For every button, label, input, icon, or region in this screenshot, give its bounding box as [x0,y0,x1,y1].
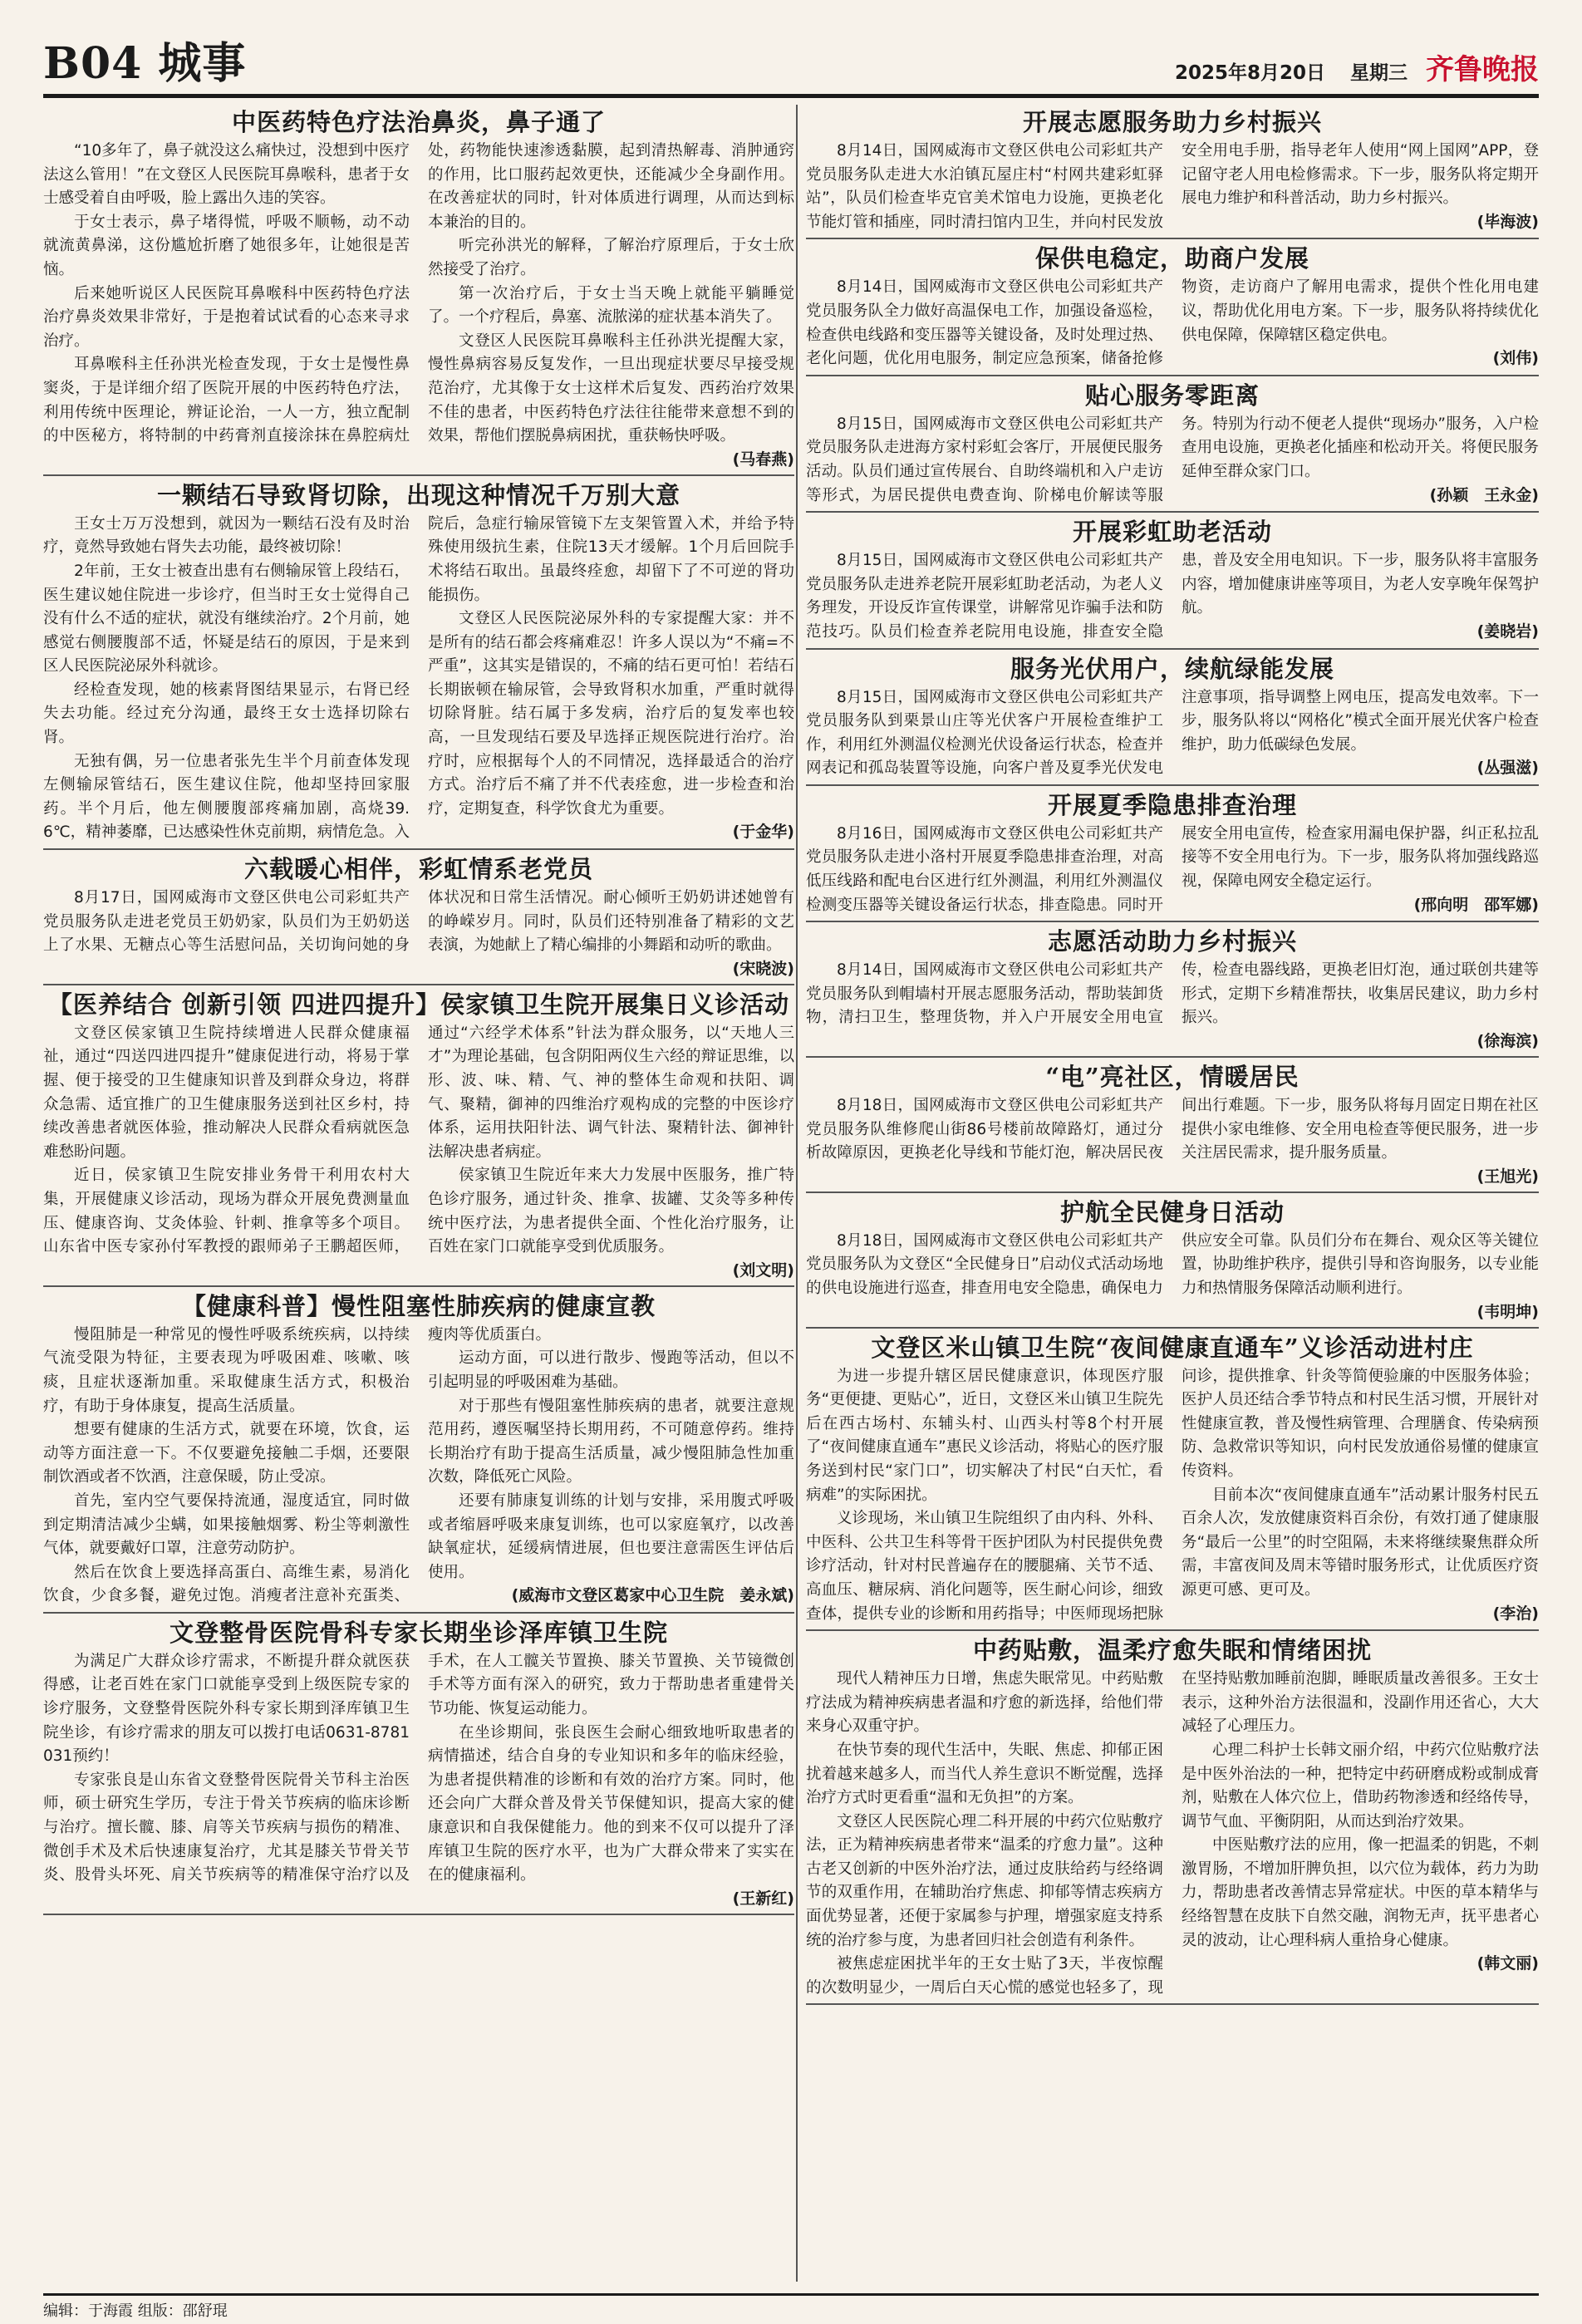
article-title: 开展彩虹助老活动 [1072,518,1272,547]
article-paragraph: 8月15日，国网威海市文登区供电公司彩虹共产党员服务队走进海方家村彩虹会客厅，开展便民服务活动。队员们通过宣传展台、自助终端机和入户走访等形式，为居民提供电费查询、阶梯电价解读等服务。特别为行动不便老人提供“现场办”服务，入户检查用电设施，更换老化插座和松动开关。将便民服务延伸至群众家门口。 [806,415,1539,504]
article-paragraph: 耳鼻喉科主任孙洪光检查发现，于女士是慢性鼻窦炎，于是详细介绍了医院开展的中医药特色疗法，利用传统中医理论，辨证论治，一人一方，独立配制的中医秘方，将特制的中药膏剂直接涂抹在鼻腔病灶处，药物能快速渗透黏膜，起到清热解毒、消肿通窍的作用，比口服药起效更快，还能减少全身副作用。在改善症状的同时，针对体质进行调理，从而达到标本兼治的目的。 [43,142,794,445]
article-paragraph: 慢阻肺是一种常见的慢性呼吸系统疾病，以持续气流受限为特征，主要表现为呼吸困难、咳嗽、咳痰，且症状逐渐加重。采取健康生活方式，积极治疗，有助于身体康复，提高生活质量。 [43,1325,410,1415]
article-body [43,1022,794,1282]
article-paragraph: 8月18日，国网威海市文登区供电公司彩虹共产党员服务队维修爬山街86号楼前故障路灯，通过分析故障原因，更换老化导线和节能灯泡，解决居民夜间出行难题。下一步，服务队将每月固定日期在社区提供小家电维修、安全用电检查等便民服务，进一步关注居民需求，提升服务质量。 [806,1097,1539,1162]
article [806,788,1539,922]
article-paragraph: 为满足广大群众诊疗需求，不断提升群众就医获得感，让老百姓在家门口就能享受到上级医院专家的诊疗服务，文登整骨医院外科专家长期到泽库镇卫生院坐诊，有诊疗需求的朋友可以拨打电话0631-8781031预约！ [43,1652,410,1766]
article-paragraph: 目前本次“夜间健康直通车”活动累计服务村民五百余人次，发放健康资料百余份，有效打通了健康服务“最后一公里”的时空阻隔，未来将继续聚焦群众所需，丰富夜间及周末等错时服务形式，让优质医疗资源更可感、更可及。 [1182,1486,1539,1599]
article-byline: (王新红) [732,1889,794,1908]
article-byline: (宋晓波) [732,959,794,978]
article-paragraph: 在快节奏的现代生活中，失眠、焦虑、抑郁正困扰着越来越多人，而当代人养生意识不断觉醒，选择治疗方式时更看重“温和无负担”的方案。 [806,1741,1163,1807]
article-paragraph: 文登区人民医院心理二科开展的中药穴位贴敷疗法，正为精神疾病患者带来“温柔的疗愈力量”。这种古老又创新的中医外治疗法，通过皮肤给药与经络调节的双重作用，在辅助治疗焦虑、抑郁等情志疾病方面优势显著，还便于家属参与护理，增强家庭支持系统的治疗参与度，为患者回归社会创造有利条件。 [806,1812,1163,1949]
article [806,378,1539,513]
article-byline: (毕海波) [1476,212,1539,231]
article [806,651,1539,786]
article-body [43,887,794,980]
article-body [806,1668,1539,2000]
article-paragraph: 后来她听说区人民医院耳鼻喉科中医药特色疗法治疗鼻炎效果非常好，于是抱着试试看的心态来寻求治疗。 [43,284,410,350]
article-title: 【医养结合 创新引领 四进四提升】侯家镇卫生院开展集日义诊活动 [47,990,790,1019]
article-paragraph: 文登区人民医院耳鼻喉科主任孙洪光提醒大家，慢性鼻病容易反复发作，一旦出现症状要尽早接受规范治疗，尤其像于女士这样术后复发、西药治疗效果不佳的患者，中医药特色疗法往往能带来意想不到的效果，帮他们摆脱鼻病困扰，重获畅快呼吸。 [428,332,794,445]
article-title: 护航全民健身日活动 [1059,1197,1285,1226]
article-title: “电”亮社区，情暖居民 [1045,1063,1300,1092]
article-paragraph: 8月17日，国网威海市文登区供电公司彩虹共产党员服务队走进老党员王奶奶家，队员们为王奶奶送上了水果、无糖点心等生活慰问品，关切询问她的身体状况和日常生活情况。耐心倾听王奶奶讲述她曾有的峥嵘岁月。同时，队员们还特别准备了精彩的文艺表演，为她献上了精心编排的小舞蹈和动听的歌曲。 [43,889,794,955]
article [806,1330,1539,1632]
article-byline: (刘伟) [1492,349,1539,368]
article [43,478,794,850]
article-body [43,1650,794,1910]
header-meta [1175,47,1539,87]
article-paragraph: 义诊现场，米山镇卫生院组织了由内科、外科、中医科、公共卫生科等骨干医护团队为村民提供免费诊疗活动，针对村民普遍存在的腰腿痛、关节不适、高血压、糖尿病、消化问题等，医生耐心问诊，细致查体，提供专业的诊断和用药指导；中医师现场把脉问诊，提供推拿、针灸等简便验廉的中医服务体验；医护人员还结合季节特点和村民生活习惯，开展针对性健康宣教，普及慢性病管理、合理膳食、传染病预防、急救常识等知识，向村民发放通俗易懂的健康宣传资料。 [806,1367,1539,1623]
article-byline: (马春燕) [732,450,794,469]
article-body [806,959,1539,1053]
article-paragraph: 中医贴敷疗法的应用，像一把温柔的钥匙，不刺激胃肠，不增加肝脾负担，以穴位为载体，药力为助力，帮助患者改善情志异常症状。中医的草本精华与经络智慧在皮肤下自然交融，润物无声，抚平患者心灵的波动，让心理科病人重拾身心健康。 [1182,1836,1539,1949]
article-paragraph: 王女士万万没想到，就因为一颗结石没有及时治疗，竟然导致她右肾失去功能，最终被切除！ [43,514,410,557]
article-paragraph: 经检查发现，她的核素肾图结果显示，右肾已经失去功能。经过充分沟通，最终王女士选择切除右肾。 [43,680,410,747]
article-paragraph: 听完孙洪光的解释，了解治疗原理后，于女士欣然接受了治疗。 [428,237,794,278]
article-paragraph: 还要有肺康复训练的计划与安排，采用腹式呼吸或者缩唇呼吸来康复训练，也可以家庭氧疗，以改善缺氧症状，延缓病情进展，但也要注意需医生评估后使用。 [428,1491,794,1581]
article-body [43,513,794,845]
article-paragraph: 8月15日，国网威海市文登区供电公司彩虹共产党员服务队走进养老院开展彩虹助老活动，为老人义务理发，开设反诈宣传课堂，讲解常见诈骗手法和防范技巧。队员们检查养老院用电设施，排查安全隐患，普及安全用电知识。下一步，服务队将丰富服务内容，增加健康讲座等项目，为老人安享晚年保驾护航。 [806,552,1539,641]
article-paragraph: 现代人精神压力日增，焦虑失眠常见。中药贴敷疗法成为精神疾病患者温和疗愈的新选择，给他们带来身心双重守护。 [806,1670,1163,1736]
article [806,105,1539,239]
article-paragraph: 8月15日，国网威海市文登区供电公司彩虹共产党员服务队到栗景山庄等光伏客户开展检查维护工作，利用红外测温仪检测光伏设备运行状态，检查并网表记和孤岛装置等设施，向客户普及夏季光伏发电注意事项，指导调整上网电压，提高发电效率。下一步，服务队将以“网格化”模式全面开展光伏客户检查维护，助力低碳绿色发展。 [806,688,1539,778]
article-title: 【健康科普】慢性阻塞性肺疾病的健康宣教 [181,1291,656,1320]
article-paragraph: 2年前，王女士被查出患有右侧输尿管上段结石，医生建议她住院进一步诊疗，但当时王女士觉得自己没有什么不适的症状，就没有继续治疗。2个月前，她感觉右侧腰腹部不适，怀疑是结石的原因，于是来到区人民医院泌尿外科就诊。 [43,562,410,676]
article [43,105,794,476]
article-paragraph: 第一次治疗后，于女士当天晚上就能平躺睡觉了。一个疗程后，鼻塞、流脓涕的症状基本消失了。 [428,284,794,327]
article-title: 保供电稳定，助商户发展 [1034,244,1309,273]
article-paragraph: 8月14日，国网威海市文登区供电公司彩虹共产党员服务队到帽墙村开展志愿服务活动，帮助装卸货物，清扫卫生，整理货物，并入户开展安全用电宣传，检查电器线路，更换老旧灯泡，通过联创共建等形式，定期下乡精准帮扶，收集居民建议，助力乡村振兴。 [806,961,1539,1027]
page-header [43,0,1539,98]
article-paragraph: 侯家镇卫生院近年来大力发展中医服务，推广特色诊疗服务，通过针灸、推拿、拔罐、艾灸等多种传统中医疗法，为患者提供全面、个性化治疗服务，让百姓在家门口就能享受到优质服务。 [428,1167,794,1256]
article-body [806,549,1539,644]
article-title: 中医药特色疗法治鼻炎，鼻子通了 [231,108,606,136]
article [806,514,1539,649]
article-title: 贴心服务零距离 [1084,381,1260,410]
article-paragraph: 8月18日，国网威海市文登区供电公司彩虹共产党员服务队为文登区“全民健身日”启动仪式活动场地的供电设施进行巡查，排查用电安全隐患，确保电力供应安全可靠。队员们分布在舞台、观众区等关键位置，协助维护秩序，提供引导和咨询服务，以专业能力和热情服务保障活动顺利进行。 [806,1231,1539,1297]
article [806,1195,1539,1329]
article-byline: (孙颖 王永金) [1429,485,1539,504]
article-title: 六载暖心相伴，彩虹情系老党员 [243,855,593,884]
article [806,241,1539,376]
article-paragraph: 近日，侯家镇卫生院安排业务骨干利用农村大集，开展健康义诊活动，现场为群众开展免费测量血压、健康咨询、艾灸体验、针刺、推拿等多个项目。山东省中医专家孙付军教授的跟师弟子王鹏超医师，通过“六经学术体系”针法为群众服务，以“天地人三才”为理论基础，包含阴阳两仪生六经的辩证思维，以形、波、味、精、气、神的整体生命观和扶阳、调气、聚精，御神的四维治疗观构成的完整的中医诊疗体系，运用扶阳针法、调气针法、聚精针法、御神针法解决患者病症。 [43,1024,794,1256]
article-body [43,140,794,471]
article-title: 一颗结石导致肾切除，出现这种情况千万别大意 [156,480,680,509]
article-byline: (韦明坤) [1476,1302,1539,1321]
right-column [796,105,1539,2282]
article [43,852,794,985]
article-paragraph: 无独有偶，另一位患者张先生半个月前查体发现左侧输尿管结石，医生建议住院，他却坚持回家服药。半个月后，他左侧腰腹部疼痛加剧，高烧39.6℃，精神萎靡，已达感染性休克前期，病情危急。入院后，急症行输尿管镜下左支架管置入术，并给予特殊使用级抗生素，住院13天才缓解。1个月后回院手术将结石取出。虽最终痊愈，却留下了不可逆的肾功能损伤。 [43,514,794,842]
article-paragraph: 为进一步提升辖区居民健康意识，体现医疗服务“更便捷、更贴心”，近日，文登区米山镇卫生院先后在西古场村、东辅头村、山西头村等8个村开展了“夜间健康直通车”惠民义诊活动，将贴心的医疗服务送到村民“家门口”，切实解决了村民“白天忙，看病难”的实际困扰。 [806,1367,1163,1504]
article-paragraph: 8月16日，国网威海市文登区供电公司彩虹共产党员服务队走进小洛村开展夏季隐患排查治理，对高低压线路和配电台区进行红外测温，利用红外测温仪检测变压器等关键设备运行状态，排查隐患。同时开展安全用电宣传，检查家用漏电保护器，纠正私拉乱接等不安全用电行为。下一步，服务队将加强线路巡视，保障电网安全稳定运行。 [806,824,1539,914]
article-title: 志愿活动助力乡村振兴 [1047,927,1297,956]
article-byline: (韩文丽) [1476,1954,1539,1973]
article-title: 文登整骨医院骨科专家长期坐诊泽库镇卫生院 [169,1618,668,1647]
article-paragraph: 文登区侯家镇卫生院持续增进人民群众健康福祉，通过“四送四进四提升”健康促进行动，将易于掌握、便于接受的卫生健康知识普及到群众身边，将群众急需、适宜推广的卫生健康服务送到社区乡村，持续改善患者就医体验，推动解决人民群众看病就医急难愁盼问题。 [43,1024,410,1161]
article-paragraph: 8月14日，国网威海市文登区供电公司彩虹共产党员服务队走进大水泊镇瓦屋庄村“村网共建彩虹驿站”，队员们检查毕克官美术馆电力设施，更换老化节能灯管和插座，同时清扫馆内卫生，并向村民发放安全用电手册，指导老年人使用“网上国网”APP，登记留守老人用电检修需求。下一步，服务队将定期开展电力维护和科普活动，助力乡村振兴。 [806,142,1539,231]
article-byline: (王旭光) [1476,1167,1539,1186]
article [43,1289,794,1614]
article-paragraph: 首先，室内空气要保持流通，湿度适宜，同时做到定期清洁减少尘螨，如果接触烟雾、粉尘等刺激性气体，就要戴好口罩，注意劳动防护。 [43,1491,410,1558]
paper-name: 齐鲁晚报 [1426,53,1539,86]
article-paragraph: 然后在饮食上要选择高蛋白、高维生素，易消化饮食，少食多餐，避免过饱。消瘦者注意补充蛋类、瘦肉等优质蛋白。 [43,1325,552,1605]
article-byline: (刘文明) [732,1260,794,1280]
article-paragraph: 心理二科护士长韩文丽介绍，中药穴位贴敷疗法是中医外治法的一种，把特定中药研磨成粉或制成膏剂，贴敷在人体穴位上，借助药物渗透和经络传导，调节气血、平衡阴阳，从而达到治疗效果。 [1182,1741,1539,1830]
article [43,1615,794,1915]
article [806,1059,1539,1193]
article-byline: (于金华) [732,823,794,842]
article-paragraph: 专家张良是山东省文登整骨医院骨关节科主治医师，硕士研究生学历，专注于骨关节疾病的临床诊断与治疗。擅长髋、膝、肩等关节疾病与损伤的精准、微创手术及术后快速康复治疗，尤其是膝关节骨关节炎、股骨头坏死、肩关节疾病等的精准保守治疗以及手术，在人工髋关节置换、膝关节置换、关节镜微创手术等方面有深入的研究，致力于帮助患者重建骨关节功能、恢复运动能力。 [43,1652,794,1884]
article-byline: (徐海滨) [1476,1032,1539,1051]
article-title: 开展志愿服务助力乡村振兴 [1022,108,1322,136]
article [806,1633,1539,2005]
article-paragraph: 被焦虑症困扰半年的王女士贴了3天，半夜惊醒的次数明显少，一周后白天心慌的感觉也轻多了，现在坚持贴敷加睡前泡脚，睡眠质量改善很多。王女士表示，这种外治方法很温和，没副作用还省心，大大减轻了心理压力。 [806,1670,1539,1997]
article-body [806,276,1539,371]
article [43,987,794,1287]
article-paragraph: 文登区人民医院泌尿外科的专家提醒大家：并不是所有的结石都会疼痛难忍！许多人误以为“不痛=不严重”，这其实是错误的，不痛的结石更可怕！若结石长期嵌顿在输尿管，会导致肾积水加重，严重时就得切除肾脏。结石属于多发病，治疗后的复发率也较高，一旦发现结石要及早选择正规医院进行治疗。治疗时，应根据每个人的不同情况，选择最适合的治疗方式。治疗后不痛了并不代表痊愈，进一步检查和治疗，定期复查，科学饮食尤为重要。 [428,610,794,818]
article [806,924,1539,1058]
article-body [806,1365,1539,1627]
left-column [43,105,794,2282]
article-body [806,140,1539,234]
article-byline: (姜晓岩) [1476,622,1539,641]
article-body [806,686,1539,781]
article-paragraph: 在坐诊期间，张良医生会耐心细致地听取患者的病情描述，结合自身的专业知识和多年的临床经验，为患者提供精准的诊断和有效的治疗方案。同时，他还会向广大群众普及骨关节保健知识，提高大家的健康意识和自我保健能力。他的到来不仅可以提升了泽库镇卫生院的医疗水平，也为广大群众带来了实实在在的健康福利。 [428,1723,794,1884]
weekday: 星期三 [1349,62,1408,84]
article-body [806,413,1539,508]
article-byline: (邢向明 邵军娜) [1413,895,1539,914]
editor-line: 编辑：于海霞 组版：邵舒琨 [43,2302,228,2320]
article-paragraph: 对于那些有慢阻塞性肺疾病的患者，就要注意规范用药，遵医嘱坚持长期用药，不可随意停药。维持长期治疗有助于提高生活质量，减少慢阻肺急性加重次数，降低死亡风险。 [428,1397,794,1486]
page-label: B04 城事 [43,38,247,89]
date: 2025年8月20日 [1174,62,1325,84]
article-body [806,1230,1539,1324]
footer [43,2293,1539,2321]
article-title: 开展夏季隐患排查治理 [1047,790,1297,819]
article-body [43,1324,794,1609]
article-title: 文登区米山镇卫生院“夜间健康直通车”义诊活动进村庄 [871,1333,1474,1362]
article-byline: (丛强滋) [1476,759,1539,778]
article-body [806,1094,1539,1188]
article-paragraph: 运动方面，可以进行散步、慢跑等活动，但以不引起明显的呼吸困难为基础。 [428,1349,794,1391]
article-body [806,823,1539,917]
article-paragraph: 想要有健康的生活方式，就要在环境，饮食，运动等方面注意一下。不仅要避免接触二手烟，还要限制饮酒或者不饮酒，注意保暖，防止受凉。 [43,1421,410,1486]
article-title: 中药贴敷，温柔疗愈失眠和情绪困扰 [972,1636,1372,1665]
article-paragraph: 于女士表示，鼻子堵得慌，呼吸不顺畅，动不动就流黄鼻涕，这份尴尬折磨了她很多年，让她很是苦恼。 [43,213,410,278]
article-byline: (威海市文登区葛家中心卫生院 姜永斌) [511,1586,794,1605]
article-title: 服务光伏用户，续航绿能发展 [1010,654,1334,683]
article-paragraph: 8月14日，国网威海市文登区供电公司彩虹共产党员服务队全力做好高温保电工作，加强设备巡检，检查供电线路和变压器等关键设备，及时处理过热、老化问题，优化用电服务，制定应急预案，储备抢修物资，走访商户了解用电需求，提供个性化用电建议，帮助优化用电方案。下一步，服务队将持续优化供电保障，保障辖区稳定供电。 [806,278,1539,368]
article-paragraph: “10多年了，鼻子就没这么痛快过，没想到中医疗法这么管用！”在文登区人民医院耳鼻喉科，患者于女士感受着自由呼吸，脸上露出久违的笑容。 [43,142,410,208]
article-byline: (李治) [1492,1604,1539,1623]
